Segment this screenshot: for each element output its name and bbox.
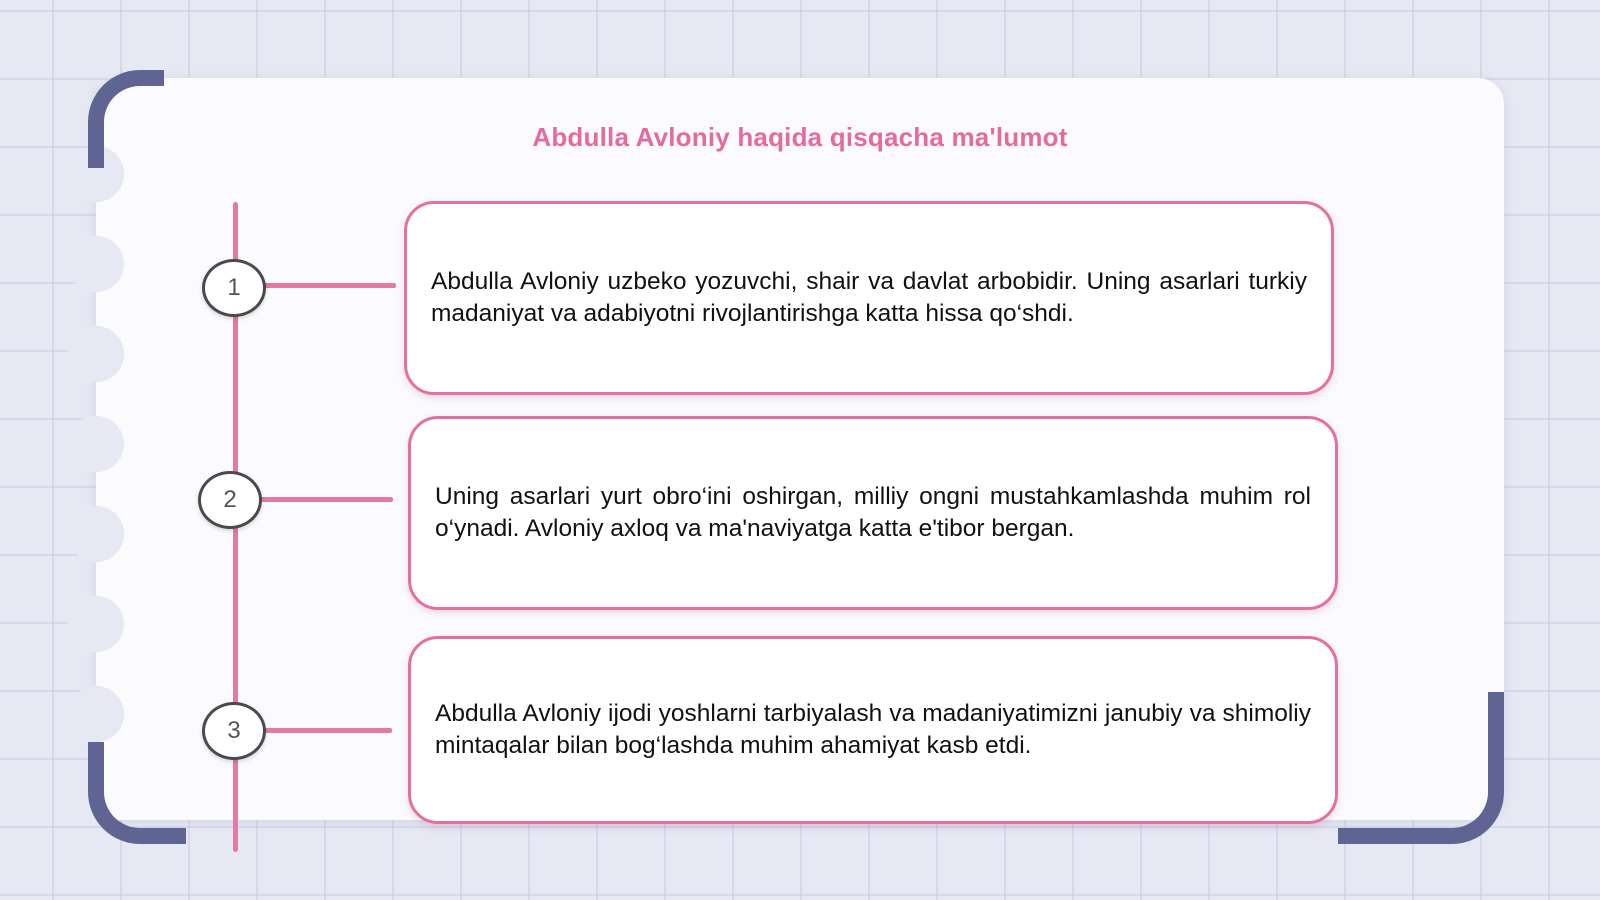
timeline-connector — [262, 728, 392, 733]
step-text: Uning asarlari yurt obro‘ini oshirgan, milliy ongni mustahkamlashda muhim rol o‘ynadi. Avloniy axloq va ma'naviyatga katta e'tibor bergan. — [435, 483, 1311, 542]
scallop-decoration — [68, 596, 124, 652]
step-text-box — [408, 416, 1338, 610]
scallop-decoration — [68, 326, 124, 382]
scallop-decoration — [68, 416, 124, 472]
step-number-circle: 1 — [202, 259, 266, 317]
step-text-box — [408, 636, 1338, 824]
timeline-connector — [262, 283, 396, 288]
corner-bracket-bottom-right — [1338, 692, 1504, 844]
page-title: Abdulla Avloniy haqida qisqacha ma'lumot — [532, 122, 1068, 152]
step-text: Abdulla Avloniy uzbeko yozuvchi, shair va davlat arbobidir. Uning asarlari turkiy madaniyat va adabiyotni rivojlantirishga katta hissa qo‘shdi. — [431, 268, 1307, 327]
corner-bracket-top-left — [88, 70, 164, 168]
scallop-decoration — [68, 506, 124, 562]
step-text: Abdulla Avloniy ijodi yoshlarni tarbiyalash va madaniyatimizni janubiy va shimoliy mintaqalar bilan bog‘lashda muhim ahamiyat kasb etdi. — [435, 700, 1311, 759]
corner-bracket-bottom-left — [88, 742, 186, 844]
step-text-box — [404, 201, 1334, 395]
scallop-decoration — [68, 686, 124, 742]
scallop-decoration — [68, 236, 124, 292]
timeline-connector — [259, 497, 393, 502]
step-number-circle: 2 — [198, 471, 262, 529]
step-number-circle: 3 — [202, 702, 266, 760]
